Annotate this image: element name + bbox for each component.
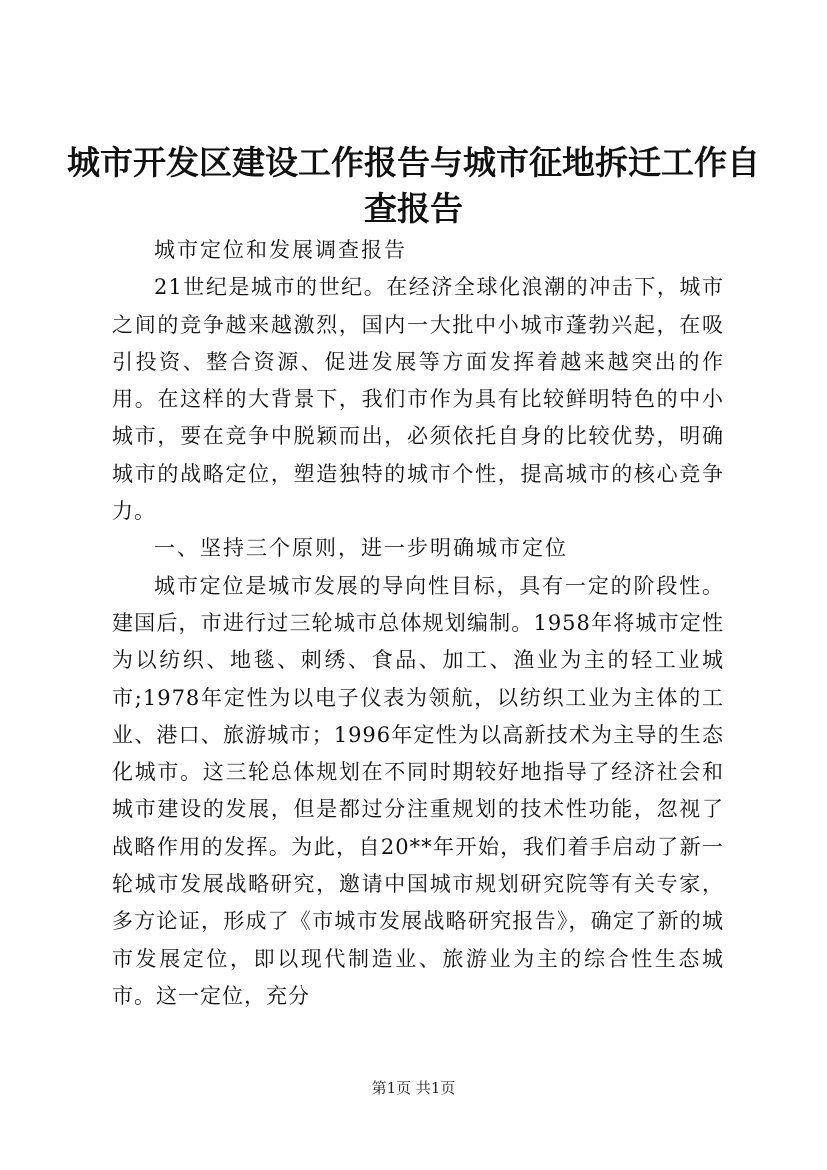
- page-footer: 第1页 共1页: [371, 1079, 456, 1097]
- body-paragraph: 城市定位是城市发展的导向性目标，具有一定的阶段性。建国后，市进行过三轮城市总体规划编制。1958年将城市定性为以纺织、地毯、刺绣、食品、加工、渔业为主的轻工业城市;1978年定性为以电子仪表为领航，以纺织工业为主体的工业、港口、旅游城市；1996年定性为以高新技术为主导的生态化城市。这三轮总体规划在不同时期较好地指导了经济社会和城市建设的发展，但是都过分注重规划的技术性功能，忽视了战略作用的发挥。为此，自20**年开始，我们着手启动了新一轮城市发展战略研究，邀请中国城市规划研究院等有关专家，多方论证，形成了《市城市发展战略研究报告》，确定了新的城市发展定位，即以现代制造业、旅游业为主的综合性生态城市。这一定位，充分: [112, 573, 724, 1008]
- document-title: 城市开发区建设工作报告与城市征地拆迁工作自查报告: [67, 143, 760, 228]
- section-heading: 城市定位和发展调查报告: [154, 238, 407, 262]
- body-paragraph: 21世纪是城市的世纪。在经济全球化浪潮的冲击下，城市之间的竞争越来越激烈，国内一大批中小城市蓬勃兴起，在吸引投资、整合资源、促进发展等方面发挥着越来越突出的作用。在这样的大背景下，我们市作为具有比较鲜明特色的中小城市，要在竞争中脱颖而出，必须依托自身的比较优势，明确城市的战略定位，塑造独特的城市个性，提高城市的核心竞争力。: [112, 275, 724, 524]
- document-body: [112, 232, 724, 1015]
- section-heading: 一、坚持三个原则，进一步明确城市定位: [154, 536, 568, 561]
